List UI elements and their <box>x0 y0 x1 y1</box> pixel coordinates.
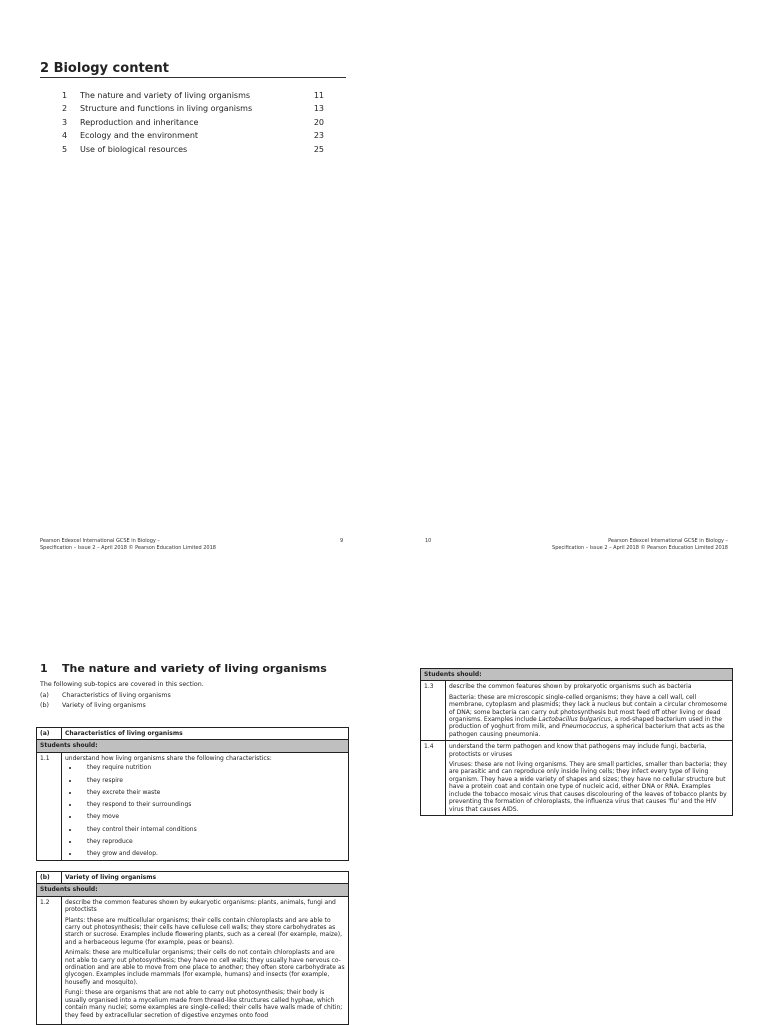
students-should-label: Students should: <box>37 884 349 896</box>
toc-row[interactable] <box>62 129 324 142</box>
section-number: 1 <box>40 662 48 675</box>
footer-line: Pearson Edexcel International GCSE in Biology – <box>40 538 160 544</box>
toc-row[interactable] <box>62 116 324 129</box>
item-number: 1.2 <box>37 896 62 1024</box>
paragraph-viruses: Viruses: these are not living organisms. They are small particles, smaller than bacteria; they are parasitic and can reproduce only inside living cells; they infect every type of living organism. They have a wide variety of shapes and sizes; they have no cellular structure but have a protein coat and contain one type of nucleic acid, either DNA or RNA. Examples include the tobacco mosaic virus that causes discolouring of the leaves of tobacco plants by preventing the formation of chloroplasts, the influenza virus that causes 'flu' and the HIV virus that causes AIDS. <box>449 761 727 813</box>
toc-title: Structure and functions in living organisms <box>80 104 253 114</box>
item-number: 1.4 <box>421 741 446 816</box>
subtopic-item <box>40 702 340 709</box>
list-item: • they excrete their waste <box>79 789 345 796</box>
table-title: Variety of living organisms <box>62 872 349 884</box>
table-of-contents <box>62 89 324 156</box>
toc-number: 1 <box>62 91 68 100</box>
section-title-text: The nature and variety of living organisms <box>62 662 327 675</box>
table-code: (a) <box>37 728 62 740</box>
species-name: Pneumococcus <box>561 723 607 731</box>
students-should-row <box>37 884 349 896</box>
footer-line: Specification – Issue 2 – April 2018 © Pearson Education Limited 2018 <box>552 545 728 551</box>
students-should-label: Students should: <box>37 740 349 752</box>
subtopic-code: (b) <box>40 702 49 709</box>
toc-number: 2 <box>62 104 68 114</box>
toc-page-number: 11 <box>313 91 324 100</box>
table-title: Characteristics of living organisms <box>62 728 349 740</box>
item-content <box>446 681 733 741</box>
page10-footer <box>552 538 728 552</box>
characteristics-list <box>65 764 345 857</box>
subtopic-title: Variety of living organisms <box>62 702 146 709</box>
list-item: • they grow and develop. <box>79 850 345 857</box>
section-intro <box>40 681 340 712</box>
item-text: understand how living organisms share the following characteristics: <box>65 754 272 762</box>
bacteria-text: Bacteria: these are microscopic single-celled organisms; they have a cell wall, cell membrane, cytoplasm and plasmids; they lack a nucleus but contain a circular chromosome of DNA; some bacteria can carry out photosynthesis but most feed off other living or dead organisms. Examples include <box>449 693 728 724</box>
students-should-row <box>37 740 349 752</box>
table-row <box>421 741 733 816</box>
toc-title: Reproduction and inheritance <box>80 117 199 127</box>
item-content <box>62 896 349 1024</box>
toc-page-number: 20 <box>313 117 324 127</box>
table-code: (b) <box>37 872 62 884</box>
paragraph-animals: Animals: these are multicellular organisms; their cells do not contain chloroplasts and are not able to carry out photosynthesis; they have no cell walls; they usually have nervous co-ordination and are able to move from one place to another; they often store carbohydrate as glycogen. Examples include mammals (for example, humans) and insects (for example, housefly and mosquito). <box>65 949 345 986</box>
table-variety <box>36 871 349 1025</box>
subtopic-item <box>40 692 340 699</box>
footer-line: Specification – Issue 2 – April 2018 © Pearson Education Limited 2018 <box>40 545 216 551</box>
toc-title: Use of biological resources <box>80 144 188 154</box>
list-item: • they reproduce <box>79 838 345 845</box>
bacteria-text: , a rod-shaped bacterium used in the production of yoghurt from milk, and <box>449 716 722 731</box>
section-heading: 2 Biology content <box>40 61 169 76</box>
toc-title: The nature and variety of living organisms <box>80 91 251 100</box>
item-content <box>446 741 733 816</box>
toc-row[interactable] <box>62 102 324 115</box>
subtopic-title: Characteristics of living organisms <box>62 692 171 699</box>
page10-number: 10 <box>425 538 432 544</box>
toc-number: 4 <box>62 131 68 141</box>
heading-rule <box>40 77 346 78</box>
toc-page-number: 13 <box>313 104 324 114</box>
table-header-row <box>37 728 349 740</box>
paragraph-plants: Plants: these are multicellular organisms; their cells contain chloroplasts and are able to carry out photosynthesis; their cells have cellulose cell walls; they store carbohydrates as starch or sucrose. Examples include flowering plants, such as a cereal (for example, maize), and a herbaceous legume (for example, peas or beans). <box>65 916 342 946</box>
footer-line: Pearson Edexcel International GCSE in Biology – <box>608 538 728 544</box>
toc-row[interactable] <box>62 89 324 102</box>
table-row <box>421 681 733 741</box>
paragraph-bacteria <box>449 694 729 738</box>
list-item: • they respire <box>79 777 345 784</box>
item-text: understand the term pathogen and know that pathogens may include fungi, bacteria, protoctists or viruses <box>449 743 707 758</box>
toc-title: Ecology and the environment <box>80 131 199 141</box>
list-item: • they move <box>79 813 345 820</box>
intro-text: The following sub-topics are covered in this section. <box>40 681 204 688</box>
table-row <box>37 752 349 860</box>
table-variety-continued <box>420 668 733 816</box>
toc-page-number: 25 <box>313 144 324 154</box>
item-text: describe the common features shown by prokaryotic organisms such as bacteria <box>449 683 692 691</box>
section-title <box>40 662 327 675</box>
toc-number: 5 <box>62 144 68 154</box>
students-should-row <box>421 669 733 681</box>
students-should-label: Students should: <box>421 669 733 681</box>
item-number: 1.1 <box>37 752 62 860</box>
toc-number: 3 <box>62 117 68 127</box>
list-item: • they control their internal conditions <box>79 826 345 833</box>
item-content <box>62 752 349 860</box>
table-header-row <box>37 872 349 884</box>
list-item: • they require nutrition <box>79 764 345 771</box>
table-row <box>37 896 349 1024</box>
item-text: describe the common features shown by eukaryotic organisms: plants, animals, fungi and protoctists <box>65 898 336 914</box>
list-item: • they respond to their surroundings <box>79 801 345 808</box>
species-name: Lactobacillus bulgaricus <box>538 716 611 724</box>
bacteria-text: , a spherical bacterium that acts as the pathogen causing pneumonia. <box>449 723 725 738</box>
paragraph-fungi: Fungi: these are organisms that are not able to carry out photosynthesis; their body is usually organised into a mycelium made from thread-like structures called hyphae, which contain many nuclei; some examples are single-celled; their cells have walls made of chitin; they feed by extracellular secretion of digestive enzymes onto food <box>65 989 343 1019</box>
table-characteristics <box>36 727 349 861</box>
toc-row[interactable] <box>62 143 324 156</box>
page9-number: 9 <box>340 538 344 544</box>
toc-page-number: 23 <box>313 131 324 141</box>
item-number: 1.3 <box>421 681 446 741</box>
page9-footer <box>40 538 216 552</box>
subtopic-code: (a) <box>40 692 49 699</box>
